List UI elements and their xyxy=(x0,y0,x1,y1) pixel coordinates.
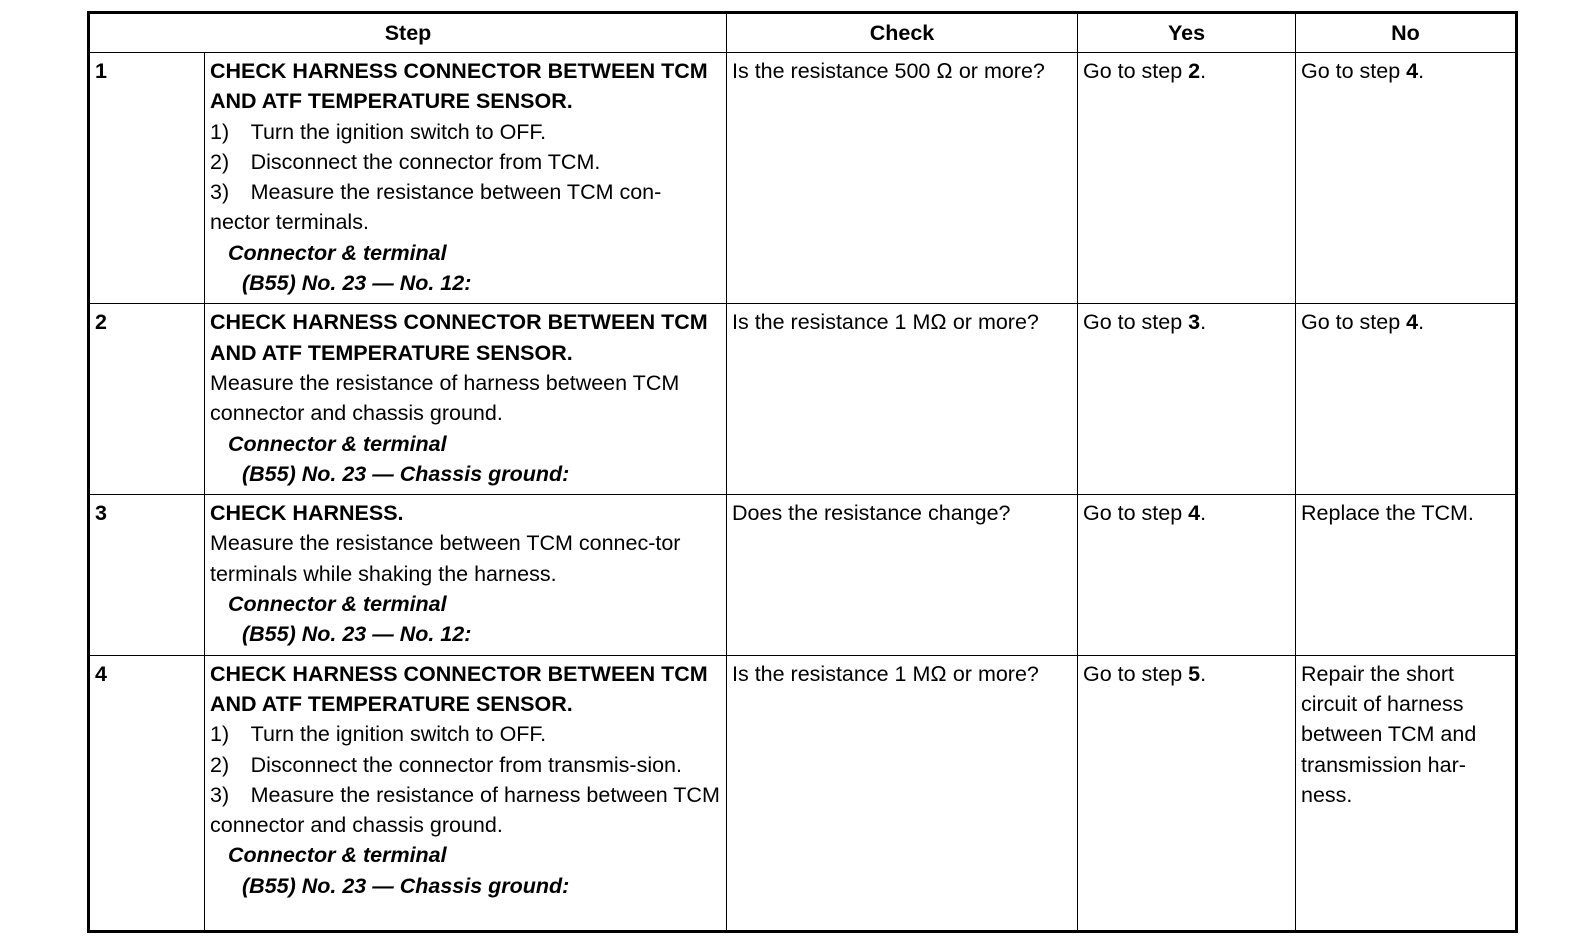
no-step-ref: 4 xyxy=(1406,310,1419,335)
connector-terminal-value: (B55) No. 23 — Chassis ground: xyxy=(242,461,570,486)
check-question: Does the resistance change? xyxy=(727,495,1078,655)
connector-terminal-label: Connector & terminal xyxy=(228,592,447,617)
step-body: Measure the resistance between TCM connec-tor terminals while shaking the harness. xyxy=(210,531,681,586)
step-substep: 2) Disconnect the connector from transmis-sion. xyxy=(210,752,682,777)
no-action: Repair the short circuit of harness between TCM and transmission har-ness. xyxy=(1296,655,1517,931)
yes-prefix: Go to step xyxy=(1083,661,1189,686)
step-body: Measure the resistance of harness between TCM connector and chassis ground. xyxy=(210,370,680,426)
header-row xyxy=(89,13,1517,53)
connector-terminal-label: Connector & terminal xyxy=(228,431,447,456)
connector-terminal-value: (B55) No. 23 — No. 12: xyxy=(242,622,472,647)
check-question: Is the resistance 1 MΩ or more? xyxy=(727,304,1078,495)
connector-terminal-label: Connector & terminal xyxy=(228,843,447,868)
step-number: 4 xyxy=(89,655,205,931)
table-row xyxy=(89,53,1517,304)
yes-action: Go to step 3. xyxy=(1078,304,1296,495)
yes-prefix: Go to step xyxy=(1083,310,1189,335)
yes-step-ref: 3 xyxy=(1188,310,1201,335)
yes-step-ref: 4 xyxy=(1188,501,1201,526)
step-number: 2 xyxy=(89,304,205,495)
step-title: CHECK HARNESS CONNECTOR BETWEEN TCM AND ATF TEMPERATURE SENSOR. xyxy=(210,661,708,716)
check-question: Is the resistance 1 MΩ or more? xyxy=(727,655,1078,931)
no-prefix: Go to step xyxy=(1301,59,1407,83)
connector-terminal-value: (B55) No. 23 — No. 12: xyxy=(242,271,472,296)
yes-prefix: Go to step xyxy=(1083,501,1189,526)
yes-action: Go to step 5. xyxy=(1078,655,1296,931)
step-substep: 1) Turn the ignition switch to OFF. xyxy=(210,119,547,144)
table-row xyxy=(89,495,1517,655)
step-title: CHECK HARNESS CONNECTOR BETWEEN TCM AND ATF TEMPERATURE SENSOR. xyxy=(210,59,708,114)
step-substep: 2) Disconnect the connector from TCM. xyxy=(210,149,601,174)
connector-terminal-label: Connector & terminal xyxy=(228,240,447,265)
header-step: Step xyxy=(89,13,727,53)
step-number: 1 xyxy=(89,53,205,304)
header-yes: Yes xyxy=(1078,13,1296,53)
yes-action: Go to step 4. xyxy=(1078,495,1296,655)
step-title: CHECK HARNESS. xyxy=(210,501,404,526)
yes-step-ref: 2 xyxy=(1188,59,1201,83)
diagnostic-table xyxy=(87,11,1518,933)
step-title: CHECK HARNESS CONNECTOR BETWEEN TCM AND ATF TEMPERATURE SENSOR. xyxy=(210,310,708,365)
yes-action: Go to step 2. xyxy=(1078,53,1296,304)
no-action: Replace the TCM. xyxy=(1296,495,1517,655)
step-number: 3 xyxy=(89,495,205,655)
step-description xyxy=(205,655,727,931)
step-substep: 3) Measure the resistance between TCM con-nector terminals. xyxy=(210,180,662,235)
table-row xyxy=(89,655,1517,931)
check-question: Is the resistance 500 Ω or more? xyxy=(727,53,1078,304)
yes-step-ref: 5 xyxy=(1188,661,1201,686)
step-substep: 3) Measure the resistance of harness between TCM connector and chassis ground. xyxy=(210,782,720,838)
step-description xyxy=(205,304,727,495)
header-no: No xyxy=(1296,13,1517,53)
no-action: Go to step 4. xyxy=(1296,304,1517,495)
step-description xyxy=(205,53,727,304)
header-check: Check xyxy=(727,13,1078,53)
step-substep: 1) Turn the ignition switch to OFF. xyxy=(210,722,547,747)
yes-prefix: Go to step xyxy=(1083,59,1189,83)
connector-terminal-value: (B55) No. 23 — Chassis ground: xyxy=(242,873,570,898)
no-prefix: Go to step xyxy=(1301,310,1407,335)
no-action: Go to step 4. xyxy=(1296,53,1517,304)
table-row xyxy=(89,304,1517,495)
no-step-ref: 4 xyxy=(1406,59,1419,83)
step-description xyxy=(205,495,727,655)
